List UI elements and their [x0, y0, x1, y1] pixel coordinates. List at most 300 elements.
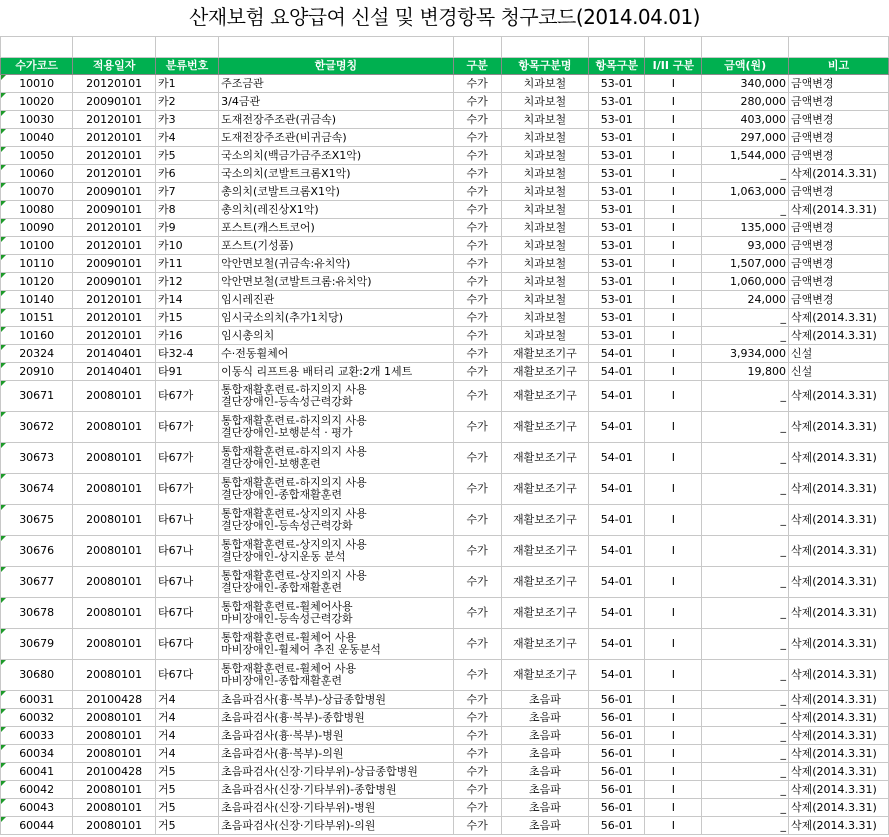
item-code-cell[interactable]: 53-01 [589, 255, 645, 273]
amount-cell[interactable]: 93,000 [702, 237, 789, 255]
header-class[interactable]: 분류번호 [155, 58, 218, 75]
class-cell[interactable]: 거5 [155, 817, 218, 835]
item-code-cell[interactable]: 53-01 [589, 183, 645, 201]
item-name-cell[interactable]: 재활보조기구 [501, 660, 589, 691]
grade-cell[interactable]: I [645, 273, 702, 291]
type-cell[interactable]: 수가 [453, 255, 501, 273]
code-cell[interactable]: 30671 [1, 381, 73, 412]
item-code-cell[interactable]: 54-01 [589, 412, 645, 443]
item-code-cell[interactable]: 53-01 [589, 237, 645, 255]
date-cell[interactable]: 20080101 [73, 567, 156, 598]
amount-cell[interactable]: _ [702, 474, 789, 505]
note-cell[interactable]: 금액변경 [789, 183, 889, 201]
header-amount[interactable]: 금액(원) [702, 58, 789, 75]
class-cell[interactable]: 타67나 [155, 505, 218, 536]
code-cell[interactable]: 10140 [1, 291, 73, 309]
grade-cell[interactable]: I [645, 219, 702, 237]
code-cell[interactable]: 10050 [1, 147, 73, 165]
item-name-cell[interactable]: 치과보철 [501, 291, 589, 309]
type-cell[interactable]: 수가 [453, 75, 501, 93]
item-code-cell[interactable]: 53-01 [589, 309, 645, 327]
note-cell[interactable]: 삭제(2014.3.31) [789, 381, 889, 412]
name-cell[interactable]: 포스트(캐스트코어) [219, 219, 453, 237]
amount-cell[interactable]: 135,000 [702, 219, 789, 237]
date-cell[interactable]: 20080101 [73, 781, 156, 799]
header-note[interactable]: 비고 [789, 58, 889, 75]
item-name-cell[interactable]: 치과보철 [501, 183, 589, 201]
grade-cell[interactable]: I [645, 474, 702, 505]
name-cell[interactable]: 통합재활훈련료-하지의지 사용 결단장애인-등속성근력강화 [219, 381, 453, 412]
amount-cell[interactable]: _ [702, 660, 789, 691]
grade-cell[interactable]: I [645, 443, 702, 474]
code-cell[interactable]: 10160 [1, 327, 73, 345]
code-cell[interactable]: 30673 [1, 443, 73, 474]
note-cell[interactable]: 삭제(2014.3.31) [789, 567, 889, 598]
code-cell[interactable]: 10020 [1, 93, 73, 111]
type-cell[interactable]: 수가 [453, 165, 501, 183]
amount-cell[interactable]: 280,000 [702, 93, 789, 111]
grade-cell[interactable]: I [645, 763, 702, 781]
type-cell[interactable]: 수가 [453, 799, 501, 817]
item-code-cell[interactable]: 56-01 [589, 781, 645, 799]
grade-cell[interactable]: I [645, 201, 702, 219]
note-cell[interactable]: 금액변경 [789, 255, 889, 273]
code-cell[interactable]: 60031 [1, 691, 73, 709]
note-cell[interactable]: 삭제(2014.3.31) [789, 745, 889, 763]
type-cell[interactable]: 수가 [453, 381, 501, 412]
note-cell[interactable]: 금액변경 [789, 129, 889, 147]
amount-cell[interactable]: _ [702, 505, 789, 536]
item-code-cell[interactable]: 54-01 [589, 505, 645, 536]
date-cell[interactable]: 20100428 [73, 763, 156, 781]
item-code-cell[interactable]: 56-01 [589, 709, 645, 727]
note-cell[interactable]: 삭제(2014.3.31) [789, 691, 889, 709]
cell[interactable] [702, 37, 789, 58]
note-cell[interactable]: 신설 [789, 345, 889, 363]
header-name[interactable]: 한글명칭 [219, 58, 453, 75]
type-cell[interactable]: 수가 [453, 237, 501, 255]
type-cell[interactable]: 수가 [453, 660, 501, 691]
class-cell[interactable]: 카16 [155, 327, 218, 345]
class-cell[interactable]: 카8 [155, 201, 218, 219]
date-cell[interactable]: 20080101 [73, 381, 156, 412]
amount-cell[interactable]: _ [702, 629, 789, 660]
date-cell[interactable]: 20140401 [73, 345, 156, 363]
amount-cell[interactable]: _ [702, 201, 789, 219]
item-code-cell[interactable]: 53-01 [589, 129, 645, 147]
name-cell[interactable]: 수·전동휠체어 [219, 345, 453, 363]
type-cell[interactable]: 수가 [453, 536, 501, 567]
date-cell[interactable]: 20090101 [73, 273, 156, 291]
note-cell[interactable]: 삭제(2014.3.31) [789, 799, 889, 817]
date-cell[interactable]: 20120101 [73, 75, 156, 93]
grade-cell[interactable]: I [645, 255, 702, 273]
class-cell[interactable]: 거4 [155, 745, 218, 763]
amount-cell[interactable]: 1,544,000 [702, 147, 789, 165]
item-name-cell[interactable]: 초음파 [501, 799, 589, 817]
note-cell[interactable]: 금액변경 [789, 237, 889, 255]
grade-cell[interactable]: I [645, 629, 702, 660]
cell[interactable] [501, 37, 589, 58]
cell[interactable] [73, 37, 156, 58]
grade-cell[interactable]: I [645, 309, 702, 327]
grade-cell[interactable]: I [645, 799, 702, 817]
name-cell[interactable]: 임시레진관 [219, 291, 453, 309]
amount-cell[interactable]: _ [702, 598, 789, 629]
note-cell[interactable]: 삭제(2014.3.31) [789, 165, 889, 183]
class-cell[interactable]: 카9 [155, 219, 218, 237]
item-code-cell[interactable]: 53-01 [589, 219, 645, 237]
date-cell[interactable]: 20120101 [73, 165, 156, 183]
date-cell[interactable]: 20080101 [73, 660, 156, 691]
note-cell[interactable]: 삭제(2014.3.31) [789, 327, 889, 345]
note-cell[interactable]: 금액변경 [789, 291, 889, 309]
amount-cell[interactable]: _ [702, 443, 789, 474]
type-cell[interactable]: 수가 [453, 567, 501, 598]
grade-cell[interactable]: I [645, 183, 702, 201]
item-code-cell[interactable]: 56-01 [589, 799, 645, 817]
date-cell[interactable]: 20140401 [73, 363, 156, 381]
grade-cell[interactable]: I [645, 412, 702, 443]
class-cell[interactable]: 타67가 [155, 474, 218, 505]
code-cell[interactable]: 60034 [1, 745, 73, 763]
note-cell[interactable]: 금액변경 [789, 93, 889, 111]
amount-cell[interactable]: 1,507,000 [702, 255, 789, 273]
note-cell[interactable]: 삭제(2014.3.31) [789, 536, 889, 567]
date-cell[interactable]: 20080101 [73, 505, 156, 536]
name-cell[interactable]: 도재전장주조관(귀금속) [219, 111, 453, 129]
cell[interactable] [453, 37, 501, 58]
name-cell[interactable]: 총의치(레진상X1악) [219, 201, 453, 219]
note-cell[interactable]: 삭제(2014.3.31) [789, 727, 889, 745]
amount-cell[interactable]: 1,063,000 [702, 183, 789, 201]
amount-cell[interactable]: _ [702, 709, 789, 727]
item-name-cell[interactable]: 초음파 [501, 745, 589, 763]
code-cell[interactable]: 10120 [1, 273, 73, 291]
amount-cell[interactable]: _ [702, 567, 789, 598]
name-cell[interactable]: 통합재활훈련료-하지의지 사용 결단장애인-보행분석 · 평가 [219, 412, 453, 443]
name-cell[interactable]: 통합재활훈련료-휠체어사용 마비장애인-등속성근력강화 [219, 598, 453, 629]
grade-cell[interactable]: I [645, 147, 702, 165]
date-cell[interactable]: 20080101 [73, 709, 156, 727]
item-name-cell[interactable]: 치과보철 [501, 309, 589, 327]
code-cell[interactable]: 60033 [1, 727, 73, 745]
item-code-cell[interactable]: 53-01 [589, 291, 645, 309]
item-name-cell[interactable]: 치과보철 [501, 129, 589, 147]
note-cell[interactable]: 삭제(2014.3.31) [789, 660, 889, 691]
item-code-cell[interactable]: 56-01 [589, 727, 645, 745]
type-cell[interactable]: 수가 [453, 745, 501, 763]
note-cell[interactable]: 삭제(2014.3.31) [789, 443, 889, 474]
code-cell[interactable]: 60042 [1, 781, 73, 799]
class-cell[interactable]: 카6 [155, 165, 218, 183]
class-cell[interactable]: 거4 [155, 727, 218, 745]
code-cell[interactable]: 20910 [1, 363, 73, 381]
item-name-cell[interactable]: 치과보철 [501, 273, 589, 291]
code-cell[interactable]: 30678 [1, 598, 73, 629]
date-cell[interactable]: 20080101 [73, 817, 156, 835]
note-cell[interactable]: 삭제(2014.3.31) [789, 412, 889, 443]
note-cell[interactable]: 삭제(2014.3.31) [789, 817, 889, 835]
grade-cell[interactable]: I [645, 381, 702, 412]
item-code-cell[interactable]: 53-01 [589, 75, 645, 93]
item-name-cell[interactable]: 초음파 [501, 727, 589, 745]
name-cell[interactable]: 3/4금관 [219, 93, 453, 111]
amount-cell[interactable]: _ [702, 165, 789, 183]
item-name-cell[interactable]: 치과보철 [501, 327, 589, 345]
amount-cell[interactable]: _ [702, 309, 789, 327]
date-cell[interactable]: 20080101 [73, 727, 156, 745]
code-cell[interactable]: 10060 [1, 165, 73, 183]
class-cell[interactable]: 카2 [155, 93, 218, 111]
amount-cell[interactable]: _ [702, 412, 789, 443]
date-cell[interactable]: 20090101 [73, 255, 156, 273]
code-cell[interactable]: 10080 [1, 201, 73, 219]
class-cell[interactable]: 타67다 [155, 629, 218, 660]
note-cell[interactable]: 삭제(2014.3.31) [789, 781, 889, 799]
name-cell[interactable]: 주조금관 [219, 75, 453, 93]
grade-cell[interactable]: I [645, 709, 702, 727]
class-cell[interactable]: 거4 [155, 691, 218, 709]
item-name-cell[interactable]: 재활보조기구 [501, 505, 589, 536]
item-code-cell[interactable]: 54-01 [589, 536, 645, 567]
grade-cell[interactable]: I [645, 327, 702, 345]
item-name-cell[interactable]: 치과보철 [501, 165, 589, 183]
note-cell[interactable]: 금액변경 [789, 111, 889, 129]
name-cell[interactable]: 임시국소의치(추가1치당) [219, 309, 453, 327]
item-name-cell[interactable]: 재활보조기구 [501, 443, 589, 474]
grade-cell[interactable]: I [645, 291, 702, 309]
cell[interactable] [645, 37, 702, 58]
grade-cell[interactable]: I [645, 536, 702, 567]
code-cell[interactable]: 10151 [1, 309, 73, 327]
item-name-cell[interactable]: 치과보철 [501, 111, 589, 129]
item-code-cell[interactable]: 54-01 [589, 381, 645, 412]
type-cell[interactable]: 수가 [453, 345, 501, 363]
item-name-cell[interactable]: 초음파 [501, 691, 589, 709]
item-code-cell[interactable]: 53-01 [589, 201, 645, 219]
date-cell[interactable]: 20120101 [73, 147, 156, 165]
type-cell[interactable]: 수가 [453, 183, 501, 201]
class-cell[interactable]: 카10 [155, 237, 218, 255]
note-cell[interactable]: 삭제(2014.3.31) [789, 505, 889, 536]
item-code-cell[interactable]: 54-01 [589, 443, 645, 474]
name-cell[interactable]: 통합재활훈련료-상지의지 사용 결단장애인-종합재활훈련 [219, 567, 453, 598]
type-cell[interactable]: 수가 [453, 727, 501, 745]
grade-cell[interactable]: I [645, 505, 702, 536]
code-cell[interactable]: 10010 [1, 75, 73, 93]
type-cell[interactable]: 수가 [453, 709, 501, 727]
header-item-code[interactable]: 항목구분 [589, 58, 645, 75]
code-cell[interactable]: 10030 [1, 111, 73, 129]
item-code-cell[interactable]: 54-01 [589, 629, 645, 660]
date-cell[interactable]: 20120101 [73, 327, 156, 345]
date-cell[interactable]: 20080101 [73, 443, 156, 474]
header-code[interactable]: 수가코드 [1, 58, 73, 75]
name-cell[interactable]: 악안면보철(귀금속:유치악) [219, 255, 453, 273]
item-code-cell[interactable]: 54-01 [589, 474, 645, 505]
type-cell[interactable]: 수가 [453, 763, 501, 781]
name-cell[interactable]: 통합재활훈련료-휠체어 사용 마비장애인-휠체어 추진 운동분석 [219, 629, 453, 660]
code-cell[interactable]: 60043 [1, 799, 73, 817]
item-name-cell[interactable]: 재활보조기구 [501, 412, 589, 443]
note-cell[interactable]: 금액변경 [789, 219, 889, 237]
item-name-cell[interactable]: 재활보조기구 [501, 567, 589, 598]
code-cell[interactable]: 60032 [1, 709, 73, 727]
type-cell[interactable]: 수가 [453, 309, 501, 327]
grade-cell[interactable]: I [645, 817, 702, 835]
item-name-cell[interactable]: 초음파 [501, 781, 589, 799]
date-cell[interactable]: 20120101 [73, 237, 156, 255]
grade-cell[interactable]: I [645, 567, 702, 598]
type-cell[interactable]: 수가 [453, 691, 501, 709]
type-cell[interactable]: 수가 [453, 201, 501, 219]
amount-cell[interactable]: 1,060,000 [702, 273, 789, 291]
name-cell[interactable]: 국소의치(백금가금주조X1악) [219, 147, 453, 165]
item-code-cell[interactable]: 54-01 [589, 345, 645, 363]
note-cell[interactable]: 금액변경 [789, 75, 889, 93]
item-name-cell[interactable]: 치과보철 [501, 219, 589, 237]
item-name-cell[interactable]: 재활보조기구 [501, 474, 589, 505]
amount-cell[interactable]: _ [702, 327, 789, 345]
item-code-cell[interactable]: 54-01 [589, 363, 645, 381]
amount-cell[interactable]: 19,800 [702, 363, 789, 381]
item-code-cell[interactable]: 54-01 [589, 567, 645, 598]
date-cell[interactable]: 20090101 [73, 201, 156, 219]
date-cell[interactable]: 20100428 [73, 691, 156, 709]
item-name-cell[interactable]: 초음파 [501, 817, 589, 835]
name-cell[interactable]: 초음파검사(신장·기타부위)-종합병원 [219, 781, 453, 799]
amount-cell[interactable]: 297,000 [702, 129, 789, 147]
code-cell[interactable]: 60044 [1, 817, 73, 835]
item-name-cell[interactable]: 재활보조기구 [501, 381, 589, 412]
grade-cell[interactable]: I [645, 237, 702, 255]
grade-cell[interactable]: I [645, 75, 702, 93]
name-cell[interactable]: 통합재활훈련료-상지의지 사용 결단장애인-상지운동 분석 [219, 536, 453, 567]
type-cell[interactable]: 수가 [453, 273, 501, 291]
class-cell[interactable]: 타91 [155, 363, 218, 381]
grade-cell[interactable]: I [645, 691, 702, 709]
name-cell[interactable]: 초음파검사(신장·기타부위)-의원 [219, 817, 453, 835]
type-cell[interactable]: 수가 [453, 817, 501, 835]
name-cell[interactable]: 초음파검사(흉·복부)-의원 [219, 745, 453, 763]
code-cell[interactable]: 10110 [1, 255, 73, 273]
amount-cell[interactable]: 24,000 [702, 291, 789, 309]
amount-cell[interactable]: _ [702, 691, 789, 709]
header-item-name[interactable]: 항목구분명 [501, 58, 589, 75]
name-cell[interactable]: 초음파검사(흉·복부)-상급종합병원 [219, 691, 453, 709]
type-cell[interactable]: 수가 [453, 443, 501, 474]
note-cell[interactable]: 삭제(2014.3.31) [789, 709, 889, 727]
date-cell[interactable]: 20120101 [73, 291, 156, 309]
date-cell[interactable]: 20080101 [73, 799, 156, 817]
class-cell[interactable]: 거5 [155, 763, 218, 781]
note-cell[interactable]: 금액변경 [789, 273, 889, 291]
header-type[interactable]: 구분 [453, 58, 501, 75]
amount-cell[interactable]: _ [702, 817, 789, 835]
item-name-cell[interactable]: 치과보철 [501, 201, 589, 219]
item-name-cell[interactable]: 치과보철 [501, 147, 589, 165]
name-cell[interactable]: 초음파검사(흉·복부)-병원 [219, 727, 453, 745]
code-cell[interactable]: 30676 [1, 536, 73, 567]
type-cell[interactable]: 수가 [453, 111, 501, 129]
grade-cell[interactable]: I [645, 111, 702, 129]
type-cell[interactable]: 수가 [453, 363, 501, 381]
date-cell[interactable]: 20080101 [73, 474, 156, 505]
item-name-cell[interactable]: 치과보철 [501, 255, 589, 273]
code-cell[interactable]: 30680 [1, 660, 73, 691]
grade-cell[interactable]: I [645, 781, 702, 799]
name-cell[interactable]: 통합재활훈련료-하지의지 사용 결단장애인-보행훈련 [219, 443, 453, 474]
class-cell[interactable]: 카7 [155, 183, 218, 201]
type-cell[interactable]: 수가 [453, 474, 501, 505]
date-cell[interactable]: 20120101 [73, 219, 156, 237]
type-cell[interactable]: 수가 [453, 505, 501, 536]
item-code-cell[interactable]: 53-01 [589, 327, 645, 345]
class-cell[interactable]: 카15 [155, 309, 218, 327]
header-date[interactable]: 적용일자 [73, 58, 156, 75]
type-cell[interactable]: 수가 [453, 327, 501, 345]
note-cell[interactable]: 삭제(2014.3.31) [789, 598, 889, 629]
item-name-cell[interactable]: 치과보철 [501, 93, 589, 111]
class-cell[interactable]: 타32-4 [155, 345, 218, 363]
amount-cell[interactable]: _ [702, 781, 789, 799]
class-cell[interactable]: 거5 [155, 781, 218, 799]
item-code-cell[interactable]: 54-01 [589, 660, 645, 691]
name-cell[interactable]: 통합재활훈련료-상지의지 사용 결단장애인-등속성근력강화 [219, 505, 453, 536]
item-code-cell[interactable]: 53-01 [589, 165, 645, 183]
amount-cell[interactable]: _ [702, 763, 789, 781]
amount-cell[interactable]: 3,934,000 [702, 345, 789, 363]
class-cell[interactable]: 거5 [155, 799, 218, 817]
class-cell[interactable]: 타67나 [155, 567, 218, 598]
item-code-cell[interactable]: 53-01 [589, 273, 645, 291]
code-cell[interactable]: 30672 [1, 412, 73, 443]
name-cell[interactable]: 포스트(기성품) [219, 237, 453, 255]
note-cell[interactable]: 신설 [789, 363, 889, 381]
name-cell[interactable]: 통합재활훈련료-하지의지 사용 결단장애인-종합재활훈련 [219, 474, 453, 505]
note-cell[interactable]: 삭제(2014.3.31) [789, 629, 889, 660]
amount-cell[interactable]: 403,000 [702, 111, 789, 129]
date-cell[interactable]: 20120101 [73, 129, 156, 147]
class-cell[interactable]: 카4 [155, 129, 218, 147]
note-cell[interactable]: 금액변경 [789, 147, 889, 165]
type-cell[interactable]: 수가 [453, 629, 501, 660]
cell[interactable] [1, 37, 73, 58]
type-cell[interactable]: 수가 [453, 93, 501, 111]
item-code-cell[interactable]: 56-01 [589, 763, 645, 781]
type-cell[interactable]: 수가 [453, 412, 501, 443]
code-cell[interactable]: 10070 [1, 183, 73, 201]
name-cell[interactable]: 초음파검사(신장·기타부위)-상급종합병원 [219, 763, 453, 781]
type-cell[interactable]: 수가 [453, 598, 501, 629]
grade-cell[interactable]: I [645, 727, 702, 745]
name-cell[interactable]: 악안면보철(코발트크롬:유치악) [219, 273, 453, 291]
amount-cell[interactable]: 340,000 [702, 75, 789, 93]
cell[interactable] [219, 37, 453, 58]
code-cell[interactable]: 10100 [1, 237, 73, 255]
class-cell[interactable]: 타67가 [155, 412, 218, 443]
grade-cell[interactable]: I [645, 129, 702, 147]
cell[interactable] [155, 37, 218, 58]
class-cell[interactable]: 카1 [155, 75, 218, 93]
amount-cell[interactable]: _ [702, 745, 789, 763]
code-cell[interactable]: 10090 [1, 219, 73, 237]
item-code-cell[interactable]: 54-01 [589, 598, 645, 629]
item-code-cell[interactable]: 53-01 [589, 147, 645, 165]
item-code-cell[interactable]: 56-01 [589, 691, 645, 709]
item-name-cell[interactable]: 재활보조기구 [501, 345, 589, 363]
